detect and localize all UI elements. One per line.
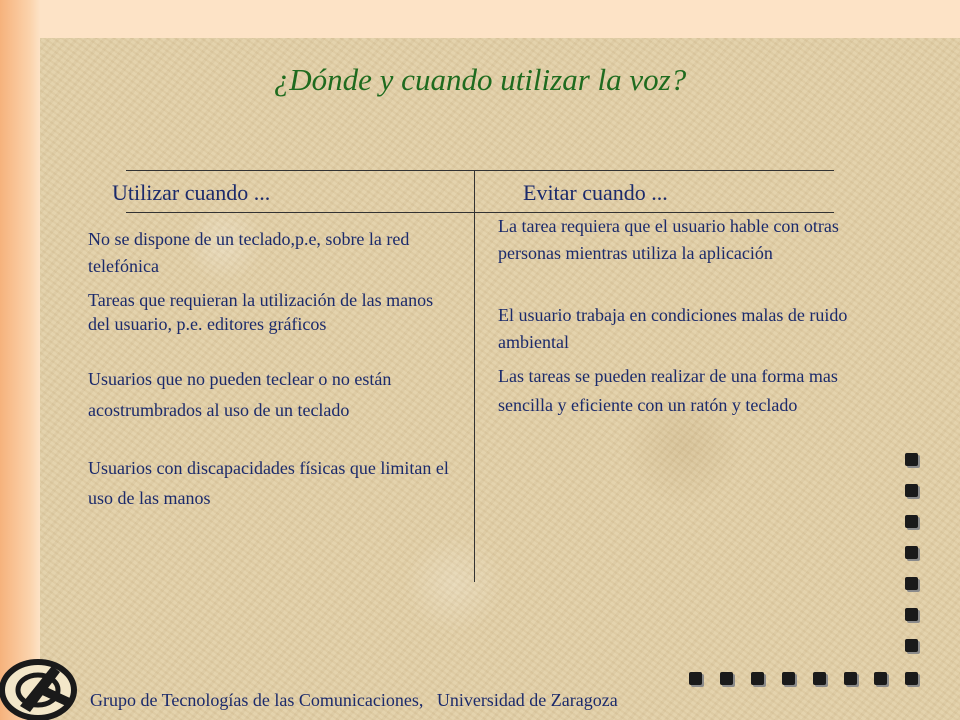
square-bullet-icon <box>844 672 857 685</box>
table-divider <box>474 170 475 582</box>
use-item: Usuarios con discapacidades físicas que limitan el uso de las manos <box>88 458 449 508</box>
square-bullet-icon <box>905 484 918 497</box>
footer-group: Grupo de Tecnologías de las Comunicaciones, <box>90 690 424 710</box>
footer <box>90 690 618 711</box>
square-bullet-icon <box>782 672 795 685</box>
square-bullet-icon <box>689 672 702 685</box>
square-bullet-icon <box>905 577 918 590</box>
slide-title: ¿Dónde y cuando utilizar la voz? <box>273 62 687 97</box>
square-bullet-icon <box>905 515 918 528</box>
logo-icon <box>0 648 90 720</box>
table-top-rule <box>126 170 834 171</box>
square-bullet-icon <box>751 672 764 685</box>
square-bullet-icon <box>720 672 733 685</box>
avoid-item: Las tareas se pueden realizar de una forma mas sencilla y eficiente con un ratón y teclado <box>498 366 838 415</box>
square-bullet-icon <box>813 672 826 685</box>
square-bullet-icon <box>874 672 887 685</box>
use-item: Tareas que requieran la utilización de las manos del usuario, p.e. editores gráficos <box>88 290 434 334</box>
avoid-item: La tarea requiera que el usuario hable con otras personas mientras utiliza la aplicación <box>498 216 839 263</box>
avoid-item: El usuario trabaja en condiciones malas de ruido ambiental <box>498 305 848 352</box>
use-item: Usuarios que no pueden teclear o no están acostrumbrados al uso de un teclado <box>88 369 392 420</box>
footer-university: Universidad de Zaragoza <box>436 690 618 710</box>
square-bullet-icon <box>905 672 918 685</box>
column-heading-avoid: Evitar cuando ... <box>523 180 668 205</box>
use-item: No se dispone de un teclado,p.e, sobre la red telefónica <box>88 229 410 276</box>
square-bullet-icon <box>905 608 918 621</box>
column-heading-use: Utilizar cuando ... <box>112 180 271 205</box>
square-bullet-icon <box>905 453 918 466</box>
square-bullet-icon <box>905 546 918 559</box>
square-bullet-icon <box>905 639 918 652</box>
